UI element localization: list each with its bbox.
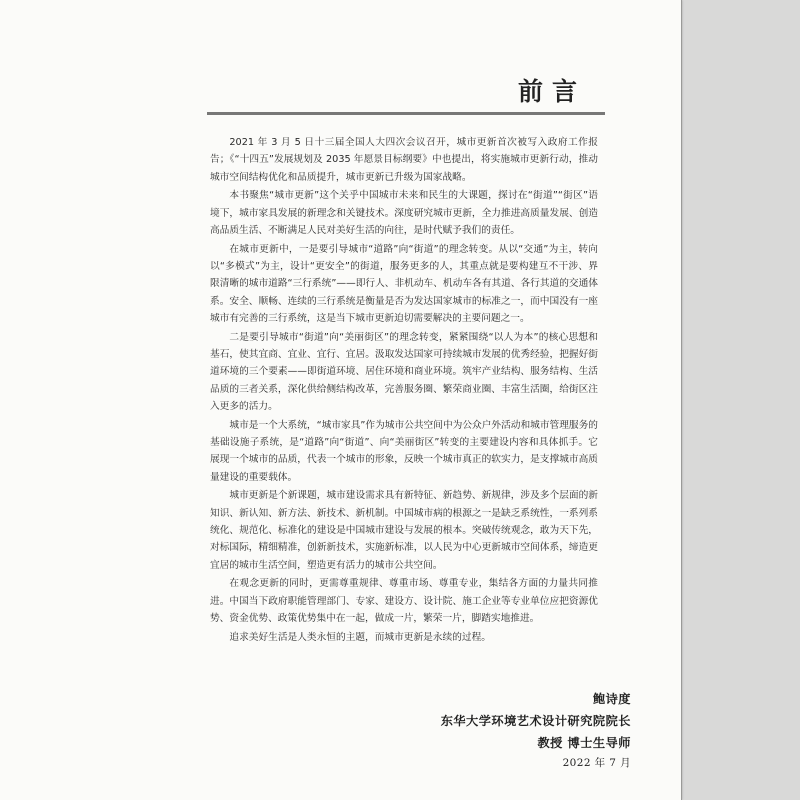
preface-body	[210, 134, 598, 648]
signature-block	[410, 688, 631, 772]
paragraph: 本书聚焦“城市更新”这个关乎中国城市未来和民生的大课题，探讨在“街道”“街区”语境下，城市家具发展的新理念和关键技术。深度研究城市更新，全力推进高质量发展、创造高品质生活、不断满足人民对美好生活的向往，是时代赋予我们的责任。	[210, 190, 598, 236]
paragraph: 在观念更新的同时，更需尊重规律、尊重市场、尊重专业，集结各方面的力量共同推进。中国当下政府职能管理部门、专家、建设方、设计院、施工企业等专业单位应把资源优势、资金优势、政策优势集中在一起，做成一片，繁荣一片，脚踏实地推进。	[210, 578, 598, 625]
signature-date: 2022 年 7 月	[562, 757, 631, 769]
title-underline	[207, 112, 605, 115]
paragraph: 城市是一个大系统，“城市家具”作为城市公共空间中为公众户外活动和城市管理服务的基础设施子系统，是“道路”向“街道”、向“美丽街区”转变的主要建设内容和具体抓手。它展现一个城市的品质，代表一个城市的形象，反映一个城市真正的软实力，是支撑城市高质量建设的重要载体。	[210, 419, 598, 483]
author-name: 鲍诗度	[592, 692, 631, 706]
author-affiliation: 东华大学环境艺术设计研究院院长	[440, 714, 631, 728]
page-edge	[681, 0, 682, 800]
paragraph: 2021 年 3 月 5 日十三届全国人大四次会议召开，城市更新首次被写入政府工作报告；《“十四五”发展规划及 2035 年愿景目标纲要》中也提出，将实施城市更新行动，推动城市空间结构优化和品质提升，城市更新已升级为国家战略。	[210, 137, 598, 183]
paragraph: 城市更新是个新课题，城市建设需求具有新特征、新趋势、新规律，涉及多个层面的新知识、新认知、新方法、新技术、新机制。中国城市病的根源之一是缺乏系统性，一系列系统化、规范化、标准化的建设是中国城市建设与发展的根本。突破传统观念，敢为天下先，对标国际，精细精准，创新新技术，实施新标准，以人民为中心更新城市空间体系，缔造更宜居的城市生活空间，塑造更有活力的城市公共空间。	[210, 490, 598, 571]
paragraph: 追求美好生活是人类永恒的主题，而城市更新是永续的过程。	[229, 631, 491, 643]
author-position: 教授 博士生导师	[537, 736, 631, 750]
paragraph: 二是要引导城市“街道”向“美丽街区”的理念转变，紧紧围绕“以人为本”的核心思想和基石，使其宜商、宜业、宜行、宜居。汲取发达国家可持续城市发展的优秀经验，把握好街道环境的三个要素——即街道环境、居住环境和商业环境。筑牢产业结构、服务结构、生活品质的三者关系，深化供给侧结构改革，完善服务圈、繁荣商业圈、丰富生活圈，给街区注入更多的活力。	[210, 331, 598, 412]
page-title: 前言	[517, 76, 586, 106]
paragraph: 在城市更新中，一是要引导城市“道路”向“街道”的理念转变。从以“交通”为主，转向以“多模式”为主，设计“更安全”的街道，服务更多的人，其重点就是要构建互不干涉、界限清晰的城市道路“三行系统”——即行人、非机动车、机动车各有其道、各行其道的交通体系。安全、顺畅、连续的三行系统是衡量是否为发达国家城市的标准之一，而中国没有一座城市有完善的三行系统，这是当下城市更新迫切需要解决的主要问题之一。	[210, 243, 598, 324]
